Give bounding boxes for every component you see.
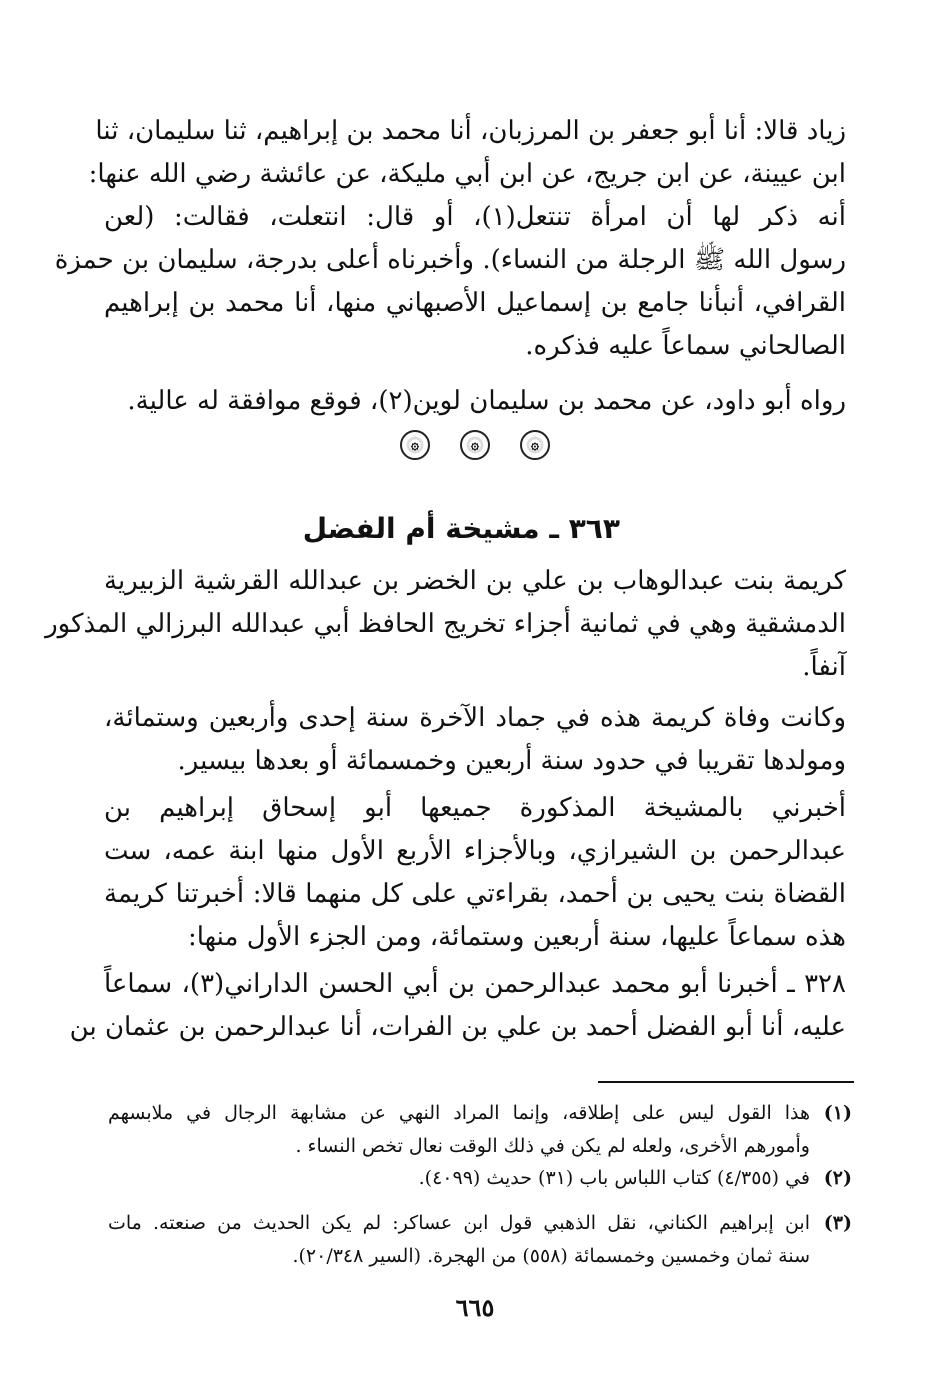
footnote-line: ابن إبراهيم الكناني، نقل الذهبي قول ابن عساكر: لم يكن الحديث من صنعته. مات [108, 1212, 810, 1234]
footnote-2 [108, 1162, 852, 1195]
text-line: أخبرني بالمشيخة المذكورة جميعها أبو إسحاق إبراهيم بن [104, 793, 846, 823]
ornament-icon: ۞ [520, 430, 550, 460]
text-line: هذه سماعاً عليها، سنة أربعين وستمائة، ومن الجزء الأول منها: [188, 922, 846, 952]
footnote-number: (٣) [823, 1212, 852, 1234]
footnote-line: هذا القول ليس على إطلاقه، وإنما المراد النهي عن مشابهة الرجال في ملابسهم [108, 1102, 810, 1124]
text-line: ابن عيينة، عن ابن جريج، عن ابن أبي مليكة، عن عائشة رضي الله عنها: [88, 159, 846, 189]
text-line: الصالحاني سماعاً عليه فذكره. [525, 331, 846, 361]
text-line: الدمشقية وهي في ثمانية أجزاء تخريج الحافظ أبي عبدالله البرزالي المذكور [45, 609, 846, 639]
text-line: القضاة بنت يحيى بن أحمد، بقراءتي على كل منهما قالا: أخبرتنا كريمة [104, 879, 846, 909]
text-line: ٣٢٨ ـ أخبرنا أبو محمد عبدالرحمن بن أبي الحسن الداراني(٣)، سماعاً [104, 969, 846, 999]
footnote-number: (٢) [823, 1167, 852, 1189]
text-line: آنفاً. [802, 652, 846, 682]
paragraph-transmission [104, 787, 846, 959]
text-line: كريمة بنت عبدالوهاب بن علي بن الخضر بن عبدالله القرشية الزبيرية [104, 566, 846, 596]
text-line: القرافي، أنبأنا جامع بن إسماعيل الأصبهاني منها، أنا محمد بن إبراهيم [104, 288, 846, 318]
ornament-icon: ۞ [460, 430, 490, 460]
text-line: رسول الله ﷺ الرجلة من النساء). وأخبرناه أعلى بدرجة، سليمان بن حمزة [54, 245, 846, 275]
footnote-1 [108, 1097, 852, 1163]
text-line: أنه ذكر لها أن امرأة تنتعل(١)، أو قال: انتعلت، فقالت: (لعن [104, 202, 846, 232]
text-line: رواه أبو داود، عن محمد بن سليمان لوين(٢)، فوقع موافقة له عالية. [127, 386, 846, 416]
text-line: وكانت وفاة كريمة هذه في جماد الآخرة سنة إحدى وأربعين وستمائة، [104, 703, 846, 733]
footnote-number: (١) [823, 1102, 852, 1124]
text-line: عليه، أنا أبو الفضل أحمد بن علي بن الفرات، أنا عبدالرحمن بن عثمان بن [69, 1012, 846, 1042]
footnote-3 [108, 1207, 852, 1273]
footnote-separator [598, 1081, 854, 1083]
section-heading: ٣٦٣ ـ مشيخة أم الفضل [302, 512, 620, 545]
paragraph-isnad-continuation [54, 110, 846, 368]
paragraph-riwaya [104, 380, 846, 423]
paragraph-karima-intro [45, 560, 846, 689]
paragraph-hadith-328 [69, 963, 846, 1049]
footnote-line: سنة ثمان وخمسين وخمسمائة (٥٥٨) من الهجرة. (السير ٢٠/٣٤٨). [292, 1245, 810, 1267]
ornament-icon: ۞ [400, 430, 430, 460]
text-line: ومولدها تقريبا في حدود سنة أربعين وخمسمائة أو بعدها بيسير. [177, 746, 846, 776]
text-line: زياد قالا: أنا أبو جعفر بن المرزبان، أنا محمد بن إبراهيم، ثنا سليمان، ثنا [95, 116, 846, 146]
text-line: عبدالرحمن بن الشيرازي، وبالأجزاء الأربع الأول منها ابنة عمه، ست [104, 836, 846, 866]
paragraph-death-birth [104, 697, 846, 783]
section-divider-ornaments [400, 430, 550, 462]
page-number: ٦٦٥ [455, 1293, 495, 1322]
footnote-line: وأمورهم الأخرى، ولعله لم يكن في ذلك الوقت نعال تخص النساء . [295, 1135, 810, 1157]
footnote-line: في (٤/٣٥٥) كتاب اللباس باب (٣١) حديث (٤٠٩٩). [418, 1167, 810, 1189]
